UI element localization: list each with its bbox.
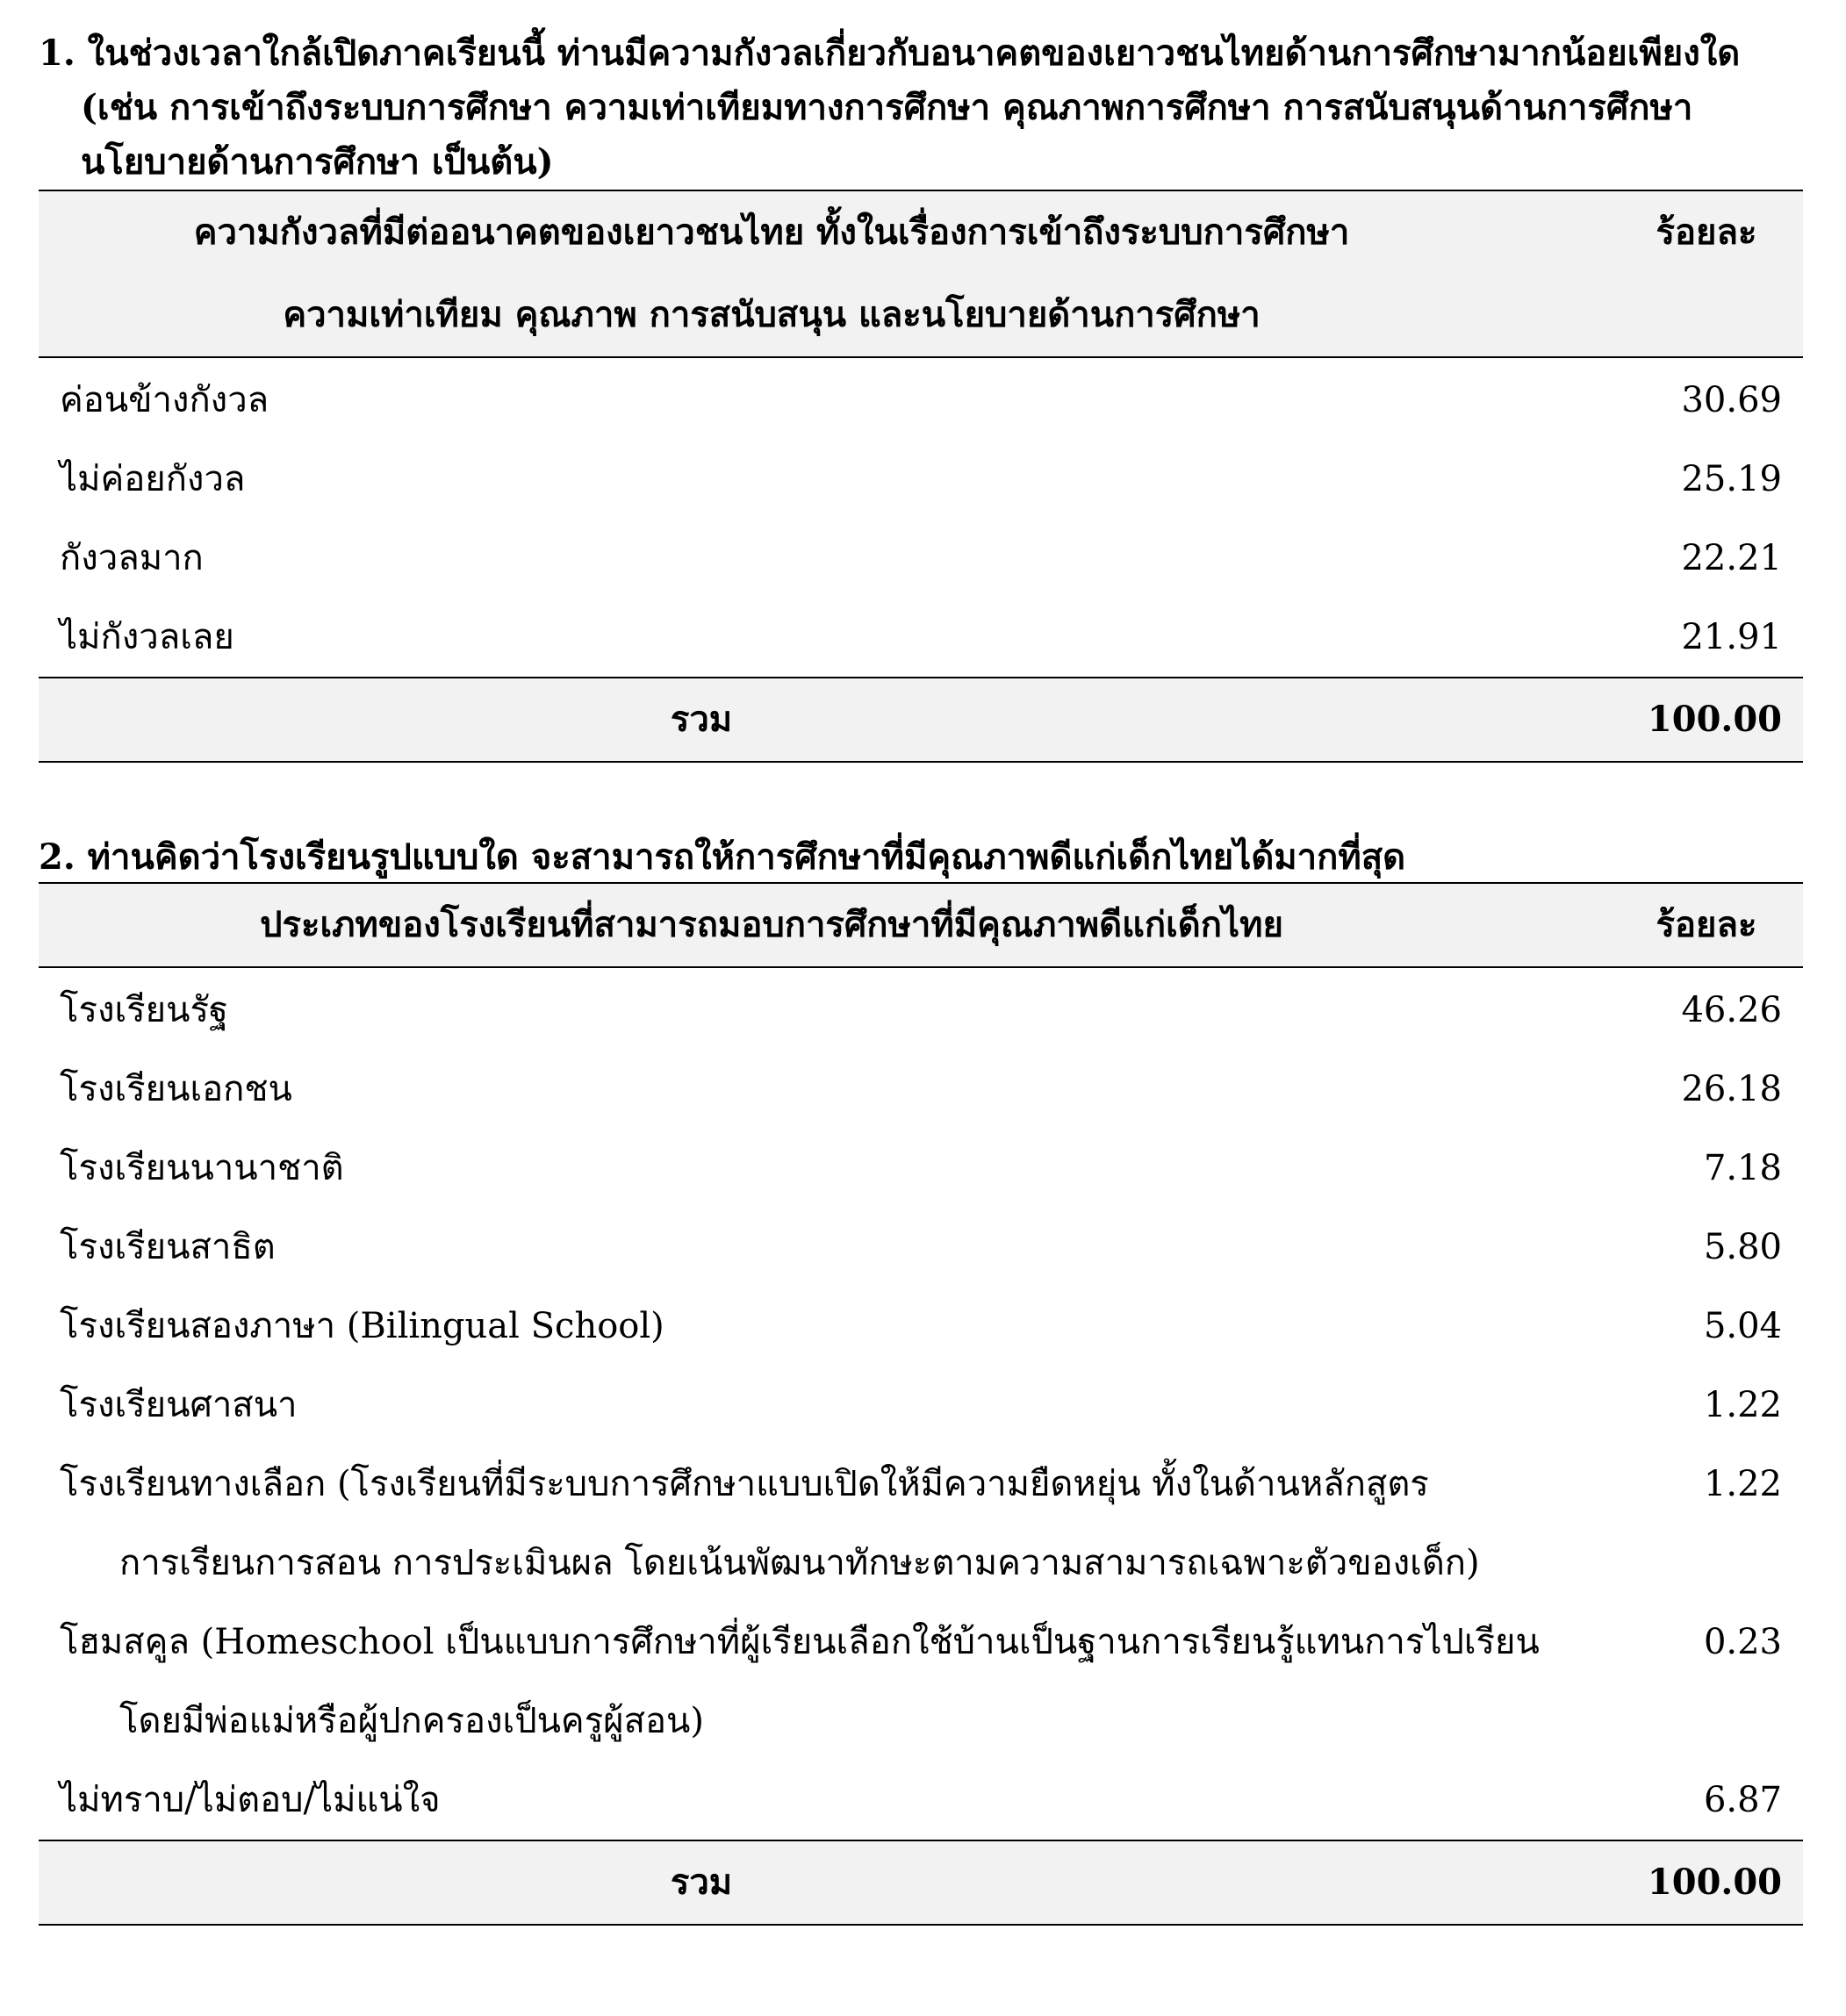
q1-header-percent: ร้อยละ bbox=[1610, 190, 1803, 357]
total-value: 100.00 bbox=[1610, 1840, 1803, 1925]
row-value: 26.18 bbox=[1681, 1069, 1782, 1109]
q1-total-row bbox=[39, 678, 1803, 762]
row-label-continuation: การเรียนการสอน การประเมินผล โดยเน้นพัฒนาทักษะตามความสามารถเฉพาะตัวของเด็ก) bbox=[119, 1543, 1480, 1583]
table-row bbox=[39, 1208, 1803, 1287]
table-row bbox=[39, 357, 1803, 440]
row-label: โรงเรียนสาธิต bbox=[60, 1227, 276, 1267]
row-value: 5.04 bbox=[1703, 1306, 1782, 1346]
row-label: โรงเรียนนานาชาติ bbox=[60, 1148, 344, 1188]
table-row bbox=[39, 440, 1803, 519]
row-label-continuation: โดยมีพ่อแม่หรือผู้ปกครองเป็นครูผู้สอน) bbox=[119, 1701, 704, 1741]
row-value: 6.87 bbox=[1703, 1780, 1782, 1820]
row-value: 25.19 bbox=[1681, 459, 1782, 499]
row-label: โรงเรียนศาสนา bbox=[60, 1385, 298, 1425]
table-row bbox=[39, 1366, 1803, 1445]
table-row bbox=[39, 1603, 1803, 1761]
row-label: โรงเรียนรัฐ bbox=[60, 990, 228, 1030]
row-value: 22.21 bbox=[1681, 538, 1782, 578]
total-label: รวม bbox=[39, 678, 1610, 762]
row-value: 5.80 bbox=[1703, 1227, 1782, 1267]
q1-header-line-1: ความกังวลที่มีต่ออนาคตของเยาวชนไทย ทั้งในเรื่องการเข้าถึงระบบการศึกษา bbox=[193, 212, 1350, 253]
table-row bbox=[39, 1445, 1803, 1603]
q2-header-category: ประเภทของโรงเรียนที่สามารถมอบการศึกษาที่มีคุณภาพดีแก่เด็กไทย bbox=[39, 883, 1610, 967]
q1-header-category bbox=[39, 190, 1610, 357]
table-row bbox=[39, 1287, 1803, 1366]
row-label: ไม่ทราบ/ไม่ตอบ/ไม่แน่ใจ bbox=[60, 1780, 441, 1820]
row-label: โฮมสคูล (Homeschool เป็นแบบการศึกษาที่ผู้เรียนเลือกใช้บ้านเป็นฐานการเรียนรู้แทนการไปเรียน bbox=[60, 1622, 1540, 1662]
table-row bbox=[39, 598, 1803, 678]
q1-question-line-1: 1. ในช่วงเวลาใกล้เปิดภาคเรียนนี้ ท่านมีความกังวลเกี่ยวกับอนาคตของเยาวชนไทยด้านการศึกษามากน้อยเพียงใด bbox=[39, 32, 1741, 74]
q1-question-line-2: (เช่น การเข้าถึงระบบการศึกษา ความเท่าเทียมทางการศึกษา คุณภาพการศึกษา การสนับสนุนด้านการศึกษา bbox=[81, 87, 1693, 128]
row-label: โรงเรียนทางเลือก (โรงเรียนที่มีระบบการศึกษาแบบเปิดให้มีความยืดหยุ่น ทั้งในด้านหลักสูตร bbox=[60, 1464, 1429, 1504]
total-value: 100.00 bbox=[1610, 678, 1803, 762]
row-label-multiline bbox=[39, 1445, 1610, 1603]
q1-question bbox=[39, 26, 1803, 190]
row-value: 21.91 bbox=[1681, 617, 1782, 657]
row-value: 30.69 bbox=[1681, 380, 1782, 420]
row-label: ไม่กังวลเลย bbox=[60, 617, 234, 657]
q2-total-row bbox=[39, 1840, 1803, 1925]
q1-header-row bbox=[39, 190, 1803, 357]
q2-header-row bbox=[39, 883, 1803, 967]
row-label: กังวลมาก bbox=[60, 538, 204, 578]
row-label: โรงเรียนสองภาษา (Bilingual School) bbox=[60, 1306, 664, 1346]
q1-table bbox=[39, 190, 1803, 763]
q2-table bbox=[39, 882, 1803, 1926]
row-label: ค่อนข้างกังวล bbox=[60, 380, 269, 420]
row-value: 1.22 bbox=[1703, 1385, 1782, 1425]
row-value: 7.18 bbox=[1703, 1148, 1782, 1188]
row-value: 1.22 bbox=[1703, 1464, 1782, 1504]
table-row bbox=[39, 1050, 1803, 1129]
q2-question: 2. ท่านคิดว่าโรงเรียนรูปแบบใด จะสามารถให้การศึกษาที่มีคุณภาพดีแก่เด็กไทยได้มากที่สุด bbox=[39, 836, 1406, 878]
q2-header-percent: ร้อยละ bbox=[1610, 883, 1803, 967]
row-label: ไม่ค่อยกังวล bbox=[60, 459, 246, 499]
row-value: 0.23 bbox=[1703, 1622, 1782, 1662]
table-row bbox=[39, 1129, 1803, 1208]
row-label-multiline bbox=[39, 1603, 1610, 1761]
total-label: รวม bbox=[39, 1840, 1610, 1925]
table-row bbox=[39, 519, 1803, 598]
row-label: โรงเรียนเอกชน bbox=[60, 1069, 292, 1109]
table-row bbox=[39, 967, 1803, 1050]
table-row bbox=[39, 1761, 1803, 1840]
survey-document bbox=[39, 26, 1803, 1926]
row-value: 46.26 bbox=[1681, 990, 1782, 1030]
section-spacer bbox=[39, 763, 1803, 833]
q1-question-line-3: นโยบายด้านการศึกษา เป็นต้น) bbox=[81, 141, 554, 183]
q1-header-line-2: ความเท่าเทียม คุณภาพ การสนับสนุน และนโยบายด้านการศึกษา bbox=[283, 294, 1261, 335]
